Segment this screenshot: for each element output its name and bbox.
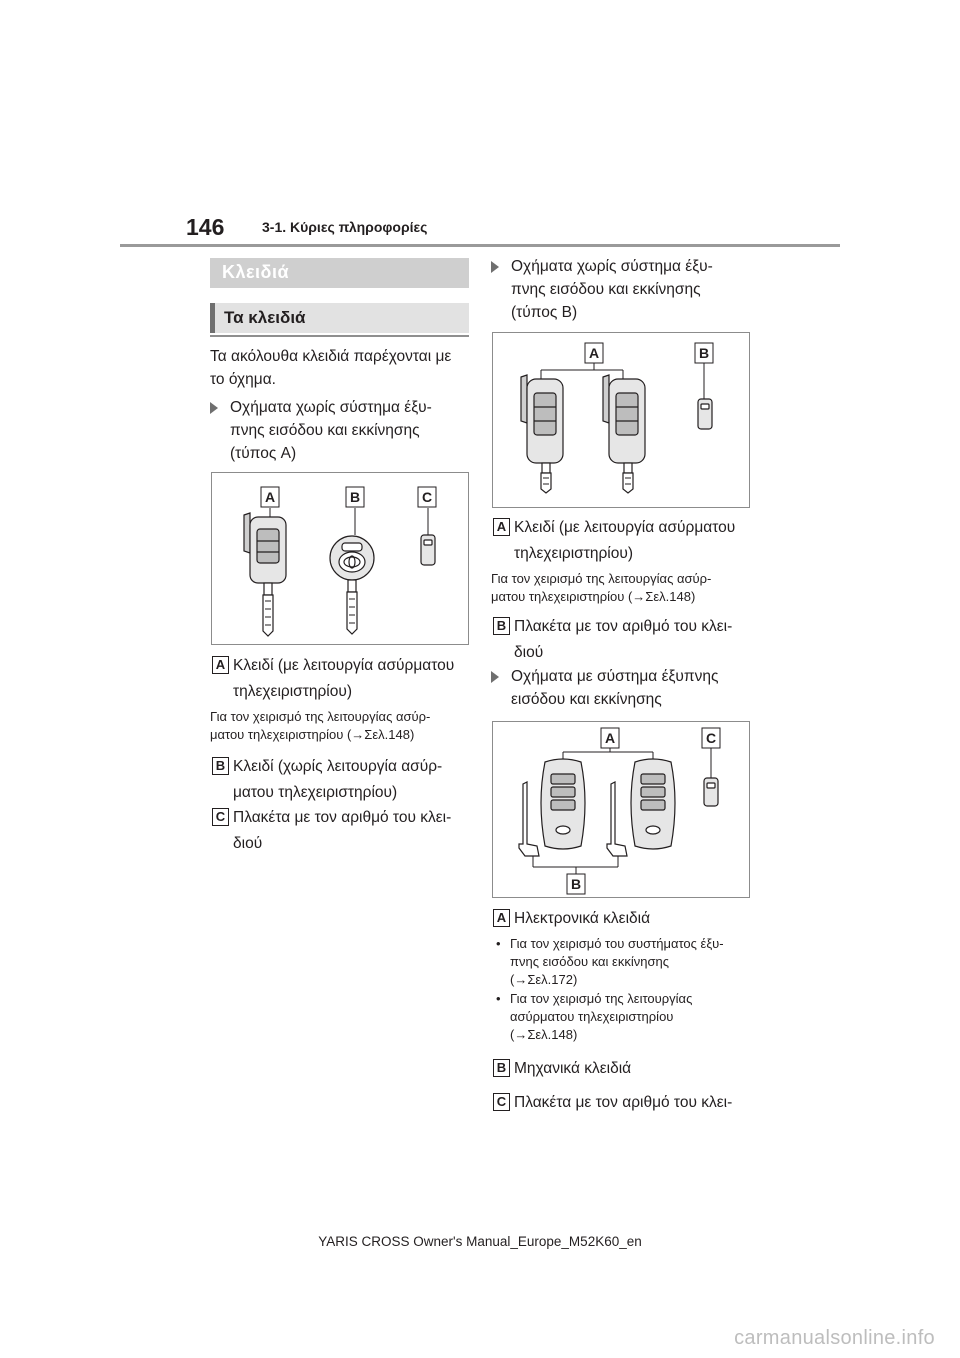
legend-item-c-line-1: Πλακέτα με τον αριθμό του κλει- xyxy=(233,809,452,826)
legend-type-b-item-a-line-2: τηλεχειριστηρίου) xyxy=(514,545,633,562)
triangle-bullet-icon xyxy=(491,261,499,273)
bullet-smart-line-1: Οχήματα με σύστημα έξυπνης xyxy=(511,668,719,685)
figure-keys-type-b xyxy=(492,332,750,508)
legend-item-c xyxy=(212,805,472,857)
fig-right2-label-b: B xyxy=(570,876,582,892)
legend-item-a-line-2: τηλεχειριστηρίου) xyxy=(233,683,352,700)
dot2-line-1: Για τον χειρισμό της λειτουργίας xyxy=(510,991,693,1006)
figure-keys-type-a xyxy=(211,472,469,645)
footer-manual-title: YARIS CROSS Owner's Manual_Europe_M52K60_en xyxy=(318,1234,642,1249)
dot1-line-2: πνης εισόδου και εκκίνησης xyxy=(510,954,669,969)
watermark: carmanualsonline.info xyxy=(734,1327,935,1349)
note-line-2: ματου τηλεχειριστηρίου (→Σελ.148) xyxy=(210,727,415,742)
bullet-type-a-line-3: (τύπος A) xyxy=(230,445,297,462)
bullet-type-a-line-2: πνης εισόδου και εκκίνησης xyxy=(230,422,420,439)
triangle-bullet-icon xyxy=(210,402,218,414)
legend-smart-item-b xyxy=(493,1056,753,1082)
keys-type-a-illustration xyxy=(212,473,468,644)
bullet-type-b-line-2: πνης εισόδου και εκκίνησης xyxy=(511,281,701,298)
dot2-line-2: ασύρματου τηλεχειριστηρίου xyxy=(510,1009,674,1024)
legend-smart-item-a-text: Ηλεκτρονικά κλειδιά xyxy=(514,910,651,927)
legend-item-c-line-2: διού xyxy=(233,835,263,852)
legend-smart-item-a xyxy=(493,906,753,932)
note-type-b-line-1: Για τον χειρισμό της λειτουργίας ασύρ- xyxy=(491,571,712,586)
subheading-text: Τα κλειδιά xyxy=(224,308,306,327)
fig-right1-label-b: B xyxy=(698,345,710,361)
subheading-bar xyxy=(210,303,215,333)
section-title: 3-1. Κύριες πληροφορίες xyxy=(262,219,428,235)
legend-label-b: B xyxy=(493,617,510,635)
smart-keys-illustration xyxy=(493,722,749,897)
legend-smart-item-c-text: Πλακέτα με τον αριθμό του κλει- xyxy=(514,1094,733,1111)
legend-item-a-line-1: Κλειδί (με λειτουργία ασύρματου xyxy=(233,657,455,674)
intro-line-2: το όχημα. xyxy=(210,371,276,388)
smart-notes-list xyxy=(496,935,756,1055)
note-type-b-line-2: ματου τηλεχειριστηρίου (→Σελ.148) xyxy=(491,589,696,604)
legend-label-a: A xyxy=(212,656,229,674)
dot2-line-3: (→Σελ.148) xyxy=(510,1027,578,1042)
legend-label-b: B xyxy=(493,1059,510,1077)
subheading-the-keys xyxy=(210,303,469,333)
bullet-type-b-line-1: Οχήματα χωρίς σύστημα έξυ- xyxy=(511,258,713,275)
heading-keys-text: Κλειδιά xyxy=(222,262,290,282)
fig-right1-label-a: A xyxy=(588,345,600,361)
fig-right2-label-a: A xyxy=(604,730,616,746)
subheading-underline xyxy=(210,335,469,337)
legend-label-c: C xyxy=(212,808,229,826)
note-line-1: Για τον χειρισμό της λειτουργίας ασύρ- xyxy=(210,709,431,724)
legend-type-b-item-b xyxy=(493,614,753,666)
fig-left-label-a: A xyxy=(264,489,276,505)
legend-item-b-line-2: ματου τηλεχειριστηρίου) xyxy=(233,784,398,801)
dot1-line-1: Για τον χειρισμό του συστήματος έξυ- xyxy=(510,936,724,951)
intro-line-1: Τα ακόλουθα κλειδιά παρέχονται με xyxy=(210,348,452,365)
keys-type-b-illustration xyxy=(493,333,749,507)
legend-smart-item-c xyxy=(493,1090,763,1116)
legend-type-b-item-a-line-1: Κλειδί (με λειτουργία ασύρματου xyxy=(514,519,736,536)
legend-smart-item-b-text: Μηχανικά κλειδιά xyxy=(514,1060,632,1077)
fig-left-label-c: C xyxy=(421,489,433,505)
fig-left-label-b: B xyxy=(349,489,361,505)
legend-item-b-line-1: Κλειδί (χωρίς λειτουργία ασύρ- xyxy=(233,758,443,775)
legend-label-c: C xyxy=(493,1093,510,1111)
dot1-line-3: (→Σελ.172) xyxy=(510,972,578,987)
fig-right2-label-c: C xyxy=(705,730,717,746)
bullet-type-a-line-1: Οχήματα χωρίς σύστημα έξυ- xyxy=(230,399,432,416)
header-rule xyxy=(120,244,840,247)
legend-item-b xyxy=(212,754,472,806)
legend-label-a: A xyxy=(493,909,510,927)
bullet-type-b xyxy=(491,255,751,325)
legend-item-a xyxy=(212,653,472,705)
legend-label-b: B xyxy=(212,757,229,775)
bullet-type-a xyxy=(210,396,470,466)
heading-keys xyxy=(210,258,469,288)
dot-bullet-icon: • xyxy=(496,936,501,951)
bullet-smart-entry xyxy=(491,665,751,713)
page-number: 146 xyxy=(186,214,225,240)
legend-type-b-item-b-line-1: Πλακέτα με τον αριθμό του κλει- xyxy=(514,618,733,635)
dot-bullet-icon: • xyxy=(496,991,501,1006)
legend-label-a: A xyxy=(493,518,510,536)
legend-type-b-item-a xyxy=(493,515,753,567)
figure-smart-keys xyxy=(492,721,750,898)
legend-type-b-item-b-line-2: διού xyxy=(514,644,544,661)
bullet-smart-line-2: εισόδου και εκκίνησης xyxy=(511,691,662,708)
bullet-type-b-line-3: (τύπος B) xyxy=(511,304,578,321)
triangle-bullet-icon xyxy=(491,671,499,683)
